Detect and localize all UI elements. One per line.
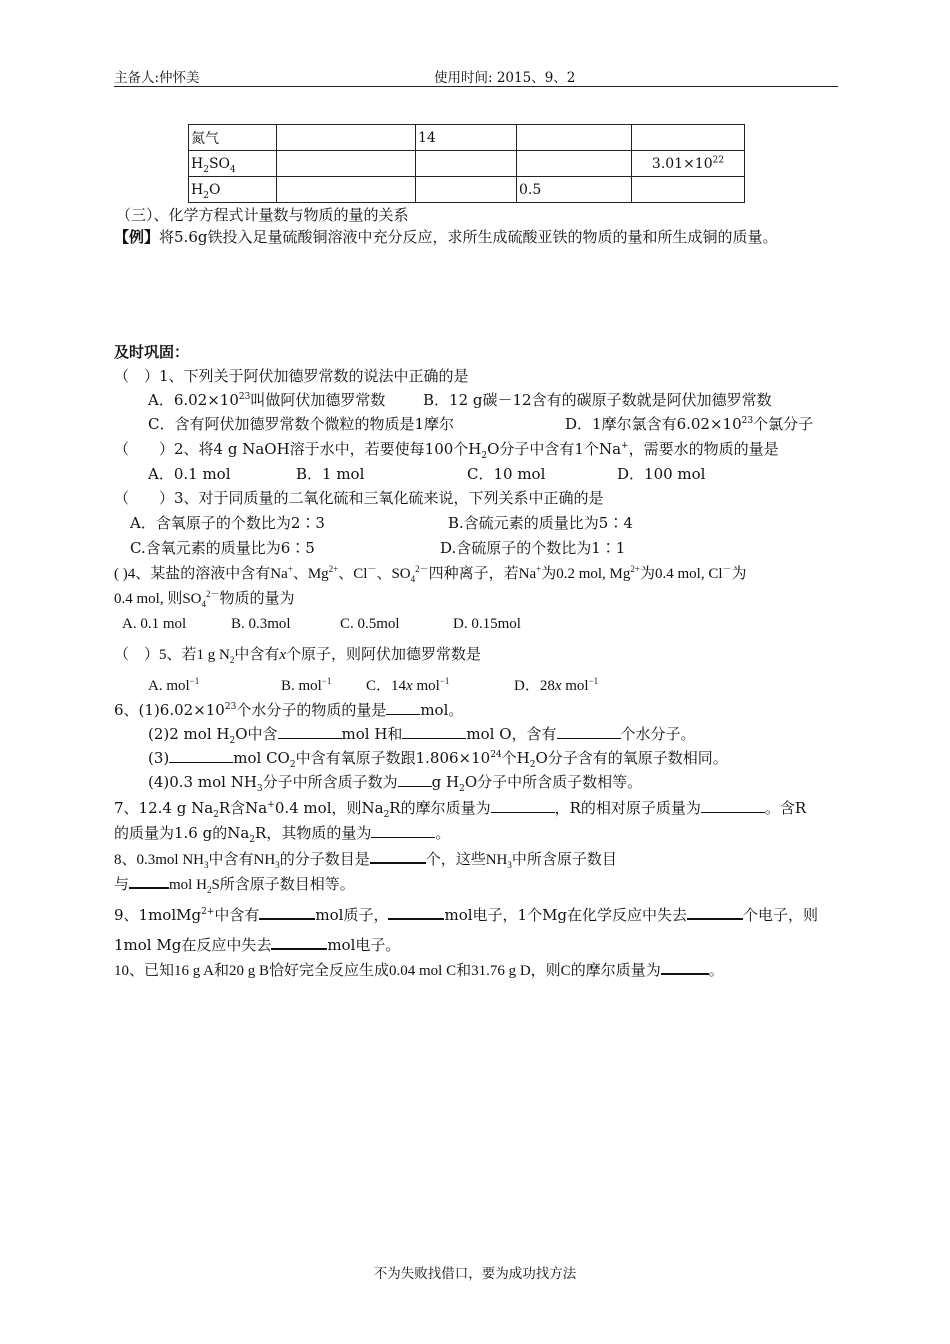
q6-line-4: (4)0.3 mol $NH_3$分子中所含质子数为 g $H_2O$分子中所含质子数相等。 (148, 773, 643, 794)
q5-option-a: A. mol$^{-1}$ (148, 676, 200, 694)
table-row (189, 151, 745, 177)
table-cell (416, 177, 517, 203)
table-row (189, 177, 745, 203)
q3-option-d: D.含硫原子的个数比为1∶1 (440, 539, 626, 557)
q6-line-1: 6、$(1)6.02\times 10^{23}$个水分子的物质的量是 mol。 (114, 701, 464, 719)
q10-line: 10、已知16 g A和20 g B恰好完全反应生成0.04 mol C和31.76 g D，则C的摩尔质量为 。 (114, 959, 724, 981)
table-cell (277, 125, 416, 151)
table-cell (416, 151, 517, 177)
q7-line-1: 7、12.4 g $Na_2R$含Na+0.4 mol，则$Na_2R$的摩尔质量为 ，R的相对原子质量为 。含R (114, 799, 807, 820)
q9-line-2: 1mol Mg在反应中失去 mol电子。 (114, 936, 401, 954)
review-title: 及时巩固： (114, 343, 190, 361)
table-cell (632, 177, 745, 203)
q1-stem: （ ）1、下列关于阿伏加德罗常数的说法中正确的是 (114, 367, 469, 385)
table-cell (277, 177, 416, 203)
table-cell: 氮气 (189, 125, 277, 151)
example-line: 【例】将5.6g铁投入足量硫酸铜溶液中充分反应，求所生成硫酸亚铁的物质的量和所生成铜的质量。 (114, 228, 778, 246)
q2-option-b: B．1 mol (296, 465, 365, 483)
date-label: 使用时间: 2015、9、2 (434, 70, 576, 86)
q6-line-2: (2)2 mol $H_2O$中含 mol H和 mol O，含有 个水分子。 (148, 725, 696, 746)
q9-line-1: 9、1molMg$^{2+}$中含有 mol质子， mol电子，1个Mg在化学反应中失去 个电子，则 (114, 906, 819, 924)
q2-option-a: A．0.1 mol (148, 465, 231, 483)
table-row (189, 125, 745, 151)
q4-option-d: D. 0.15mol (453, 616, 521, 632)
q4-option-a: A. 0.1 mol (122, 616, 187, 632)
q1-option-d: D．1摩尔氯含有$6.02\times 10^{23}$个氯分子 (565, 415, 814, 433)
q4-stem-2: 0.4 mol, 则$SO_4^{2-}$物质的量为 (114, 589, 295, 609)
q2-option-d: D．100 mol (617, 465, 706, 483)
q4-option-b: B. 0.3mol (231, 616, 291, 632)
q3-stem: （ ）3、对于同质量的二氧化硫和三氧化硫来说，下列关系中正确的是 (114, 489, 604, 507)
q4-stem-1: ( )4、某盐的溶液中含有Na+、$Mg^{2+}$、Cl－、$SO_4^{2-}$四种离子，若Na+为0.2 mol, $Mg^{2+}$为0.4 mol, Cl－为 (114, 564, 747, 584)
page-header (114, 66, 838, 87)
q3-option-a: A．含氧原子的个数比为2∶3 (130, 514, 325, 532)
q3-option-c: C.含氧元素的质量比为6∶5 (130, 539, 315, 557)
table-cell (517, 151, 632, 177)
q2-stem: （ ）2、将4 g NaOH溶于水中，若要使每100个$H_2O$分子中含有1个Na+，需要水的物质的量是 (114, 440, 779, 461)
q1-option-a: A．$6.02\times 10^{23}$叫做阿伏加德罗常数 (148, 391, 386, 409)
q6-line-3: (3) mol $CO_2$中含有氧原子数跟$1.806\times 10^{24}$个$H_2O$分子含有的氧原子数相同。 (148, 749, 728, 770)
table-cell (277, 151, 416, 177)
q7-line-2: 的质量为1.6 g的$Na_2R$，其物质的量为 。 (114, 824, 451, 845)
q5-stem: （ ）5、若1 g $N_2$中含有x个原子，则阿伏加德罗常数是 (114, 647, 482, 665)
substance-table (188, 124, 745, 203)
q1-option-b: B．12 g碳－12含有的碳原子数就是阿伏加德罗常数 (423, 391, 772, 409)
q3-option-b: B.含硫元素的质量比为5∶4 (448, 514, 633, 532)
author-label: 主备人:仲怀美 (114, 70, 200, 86)
table-cell: $H_2O$ (189, 177, 277, 203)
q8-line-1: 8、0.3mol $NH_3$中含有$NH_3$的分子数目是 个，这些$NH_3$中所含原子数目 (114, 848, 617, 870)
table-cell: $H_2SO_4$ (189, 151, 277, 177)
q5-option-c: C．14x mol$^{-1}$ (366, 676, 450, 694)
q5-option-b: B. mol$^{-1}$ (281, 676, 332, 694)
q5-option-d: D．28x mol$^{-1}$ (514, 676, 599, 694)
section-title: （三）、化学方程式计量数与物质的量的关系 (116, 206, 409, 224)
q4-option-c: C. 0.5mol (340, 616, 400, 632)
q1-option-c: C．含有阿伏加德罗常数个微粒的物质是1摩尔 (148, 415, 455, 433)
table-cell: 0.5 (517, 177, 632, 203)
q2-option-c: C．10 mol (467, 465, 546, 483)
footer-motto: 不为失败找借口，要为成功找方法 (373, 1266, 577, 1282)
table-cell: $3.01\times 10^{22}$ (632, 151, 745, 177)
table-cell: 14 (416, 125, 517, 151)
table-cell (632, 125, 745, 151)
table-cell (517, 125, 632, 151)
q8-line-2: 与 mol $H_2S$所含原子数目相等。 (114, 873, 355, 895)
